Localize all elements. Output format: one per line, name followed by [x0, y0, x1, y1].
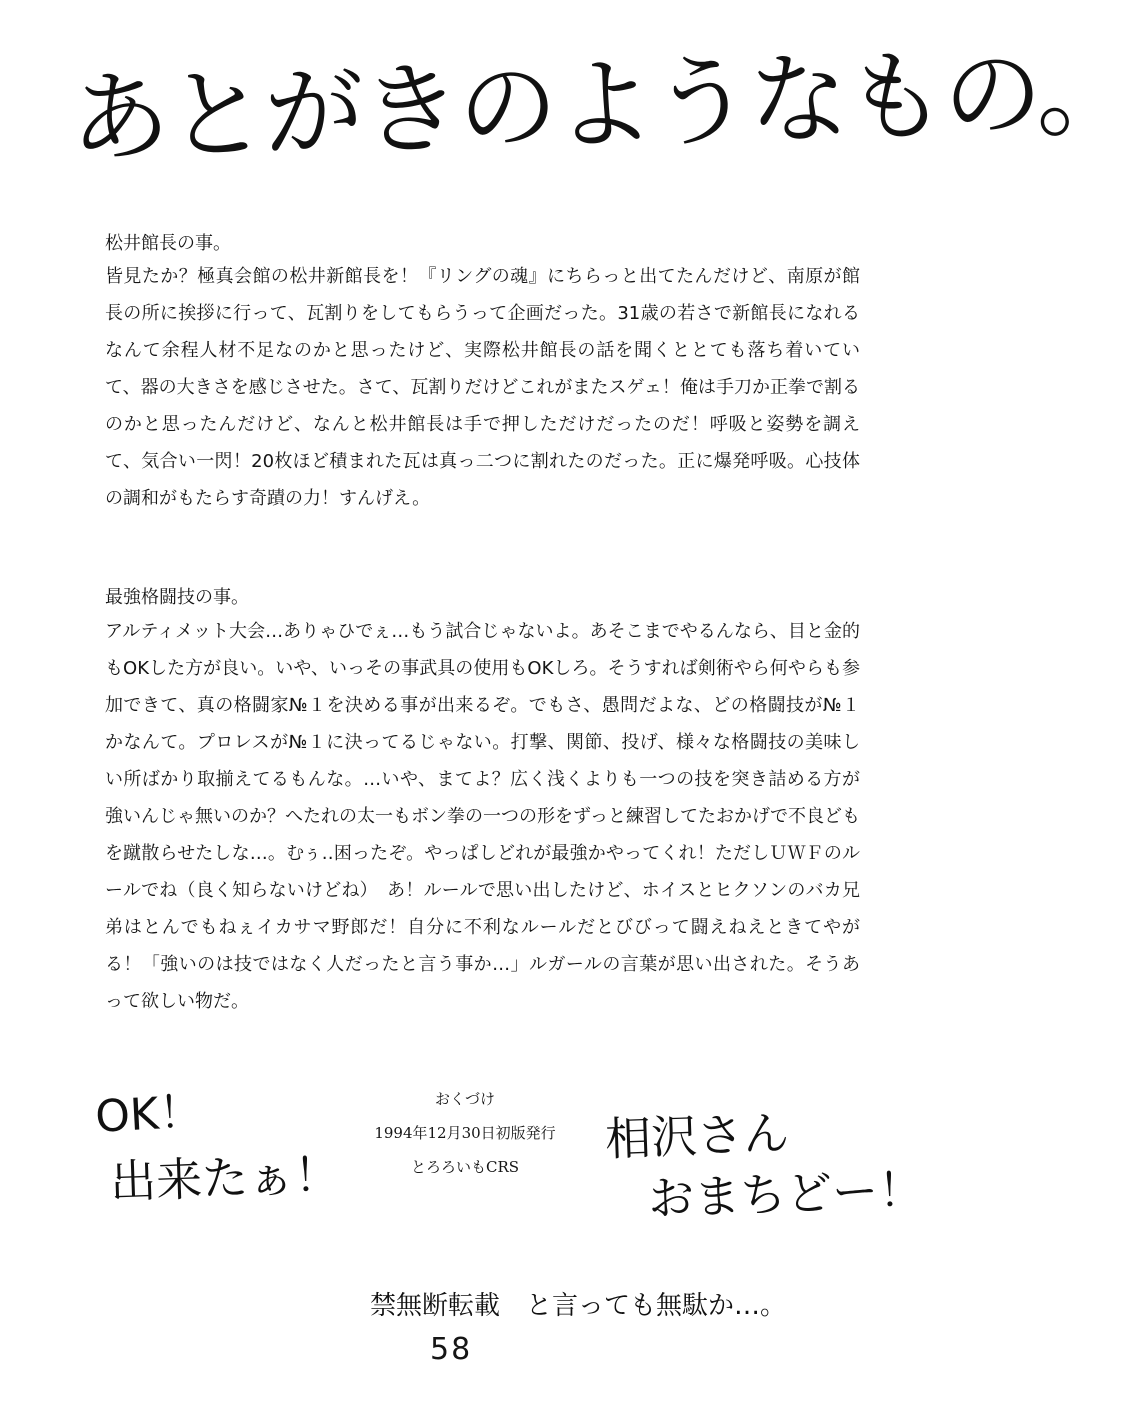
handwritten-omachido: おまちどー！: [647, 1162, 925, 1226]
section-body-matsui: [105, 258, 860, 517]
colophon: [350, 1082, 580, 1184]
footer-note: 禁無断転載 と言っても無駄か…。: [370, 1291, 787, 1321]
section-heading-matsui: 松井館長の事。: [105, 233, 231, 254]
page-number: 58: [430, 1332, 473, 1367]
colophon-label: おくづけ: [434, 1090, 495, 1108]
section-body-strongest: [105, 613, 860, 1020]
handwritten-ok: OK！: [93, 1086, 204, 1143]
handwritten-aizawa: 相沢さん: [604, 1105, 790, 1167]
colophon-circle: とろろいもCRS: [410, 1158, 520, 1176]
section-body-matsui-text: 皆見たか？極真会館の松井新館長を！『リングの魂』にちらっと出てたんだけど、南原が館長の所に挨拶に行って、瓦割りをしてもらうって企画だった。31歳の若さで新館長になれるなんて余程人材不足なのかと思ったけど、実際松井館長の話を聞くととても落ち着いていて、器の大きさを感じさせた。さて、瓦割りだけどこれがまたスゲェ！俺は手刀か正拳で割るのかと思ったんだけど、なんと松井館長は手で押しただけだったのだ！呼吸と姿勢を調えて、気合い一閃！20枚ほど積まれた瓦は真っ二つに割れたのだった。正に爆発呼吸。心技体の調和がもたらす奇蹟の力！すんげえ。: [105, 266, 860, 509]
page-title: あとがきのようなもの。: [68, 32, 1135, 178]
handwritten-done: 出来たぁ！: [109, 1147, 341, 1209]
section-heading-strongest: 最強格闘技の事。: [105, 587, 249, 608]
section-body-strongest-text: アルティメット大会…ありゃひでぇ…もう試合じゃないよ。あそこまでやるんなら、目と金的もOKした方が良い。いや、いっその事武具の使用もOKしろ。そうすれば剣術やら何やらも参加できて、真の格闘家№１を決める事が出来るぞ。でもさ、愚問だよな、どの格闘技が№１かなんて。プロレスが№１に決ってるじゃない。打撃、関節、投げ、様々な格闘技の美味しい所ばかり取揃えてるもんな。…いや、まてよ？広く浅くよりも一つの技を突き詰める方が強いんじゃ無いのか？へたれの太一もボン拳の一つの形をずっと練習してたおかげで不良どもを蹴散らせたしな…。むぅ‥困ったぞ。やっぱしどれが最強かやってくれ！ただしＵＷＦのルールでね（良く知らないけどね） あ！ルールで思い出したけど、ホイスとヒクソンのバカ兄弟はとんでもねぇイカサマ野郎だ！自分に不利なルールだとびびって闘えねえときてやがる！「強いのは技ではなく人だったと言う事か…」ルガールの言葉が思い出された。そうあって欲しい物だ。: [105, 621, 860, 1012]
colophon-date: 1994年12月30日初版発行: [374, 1124, 556, 1142]
